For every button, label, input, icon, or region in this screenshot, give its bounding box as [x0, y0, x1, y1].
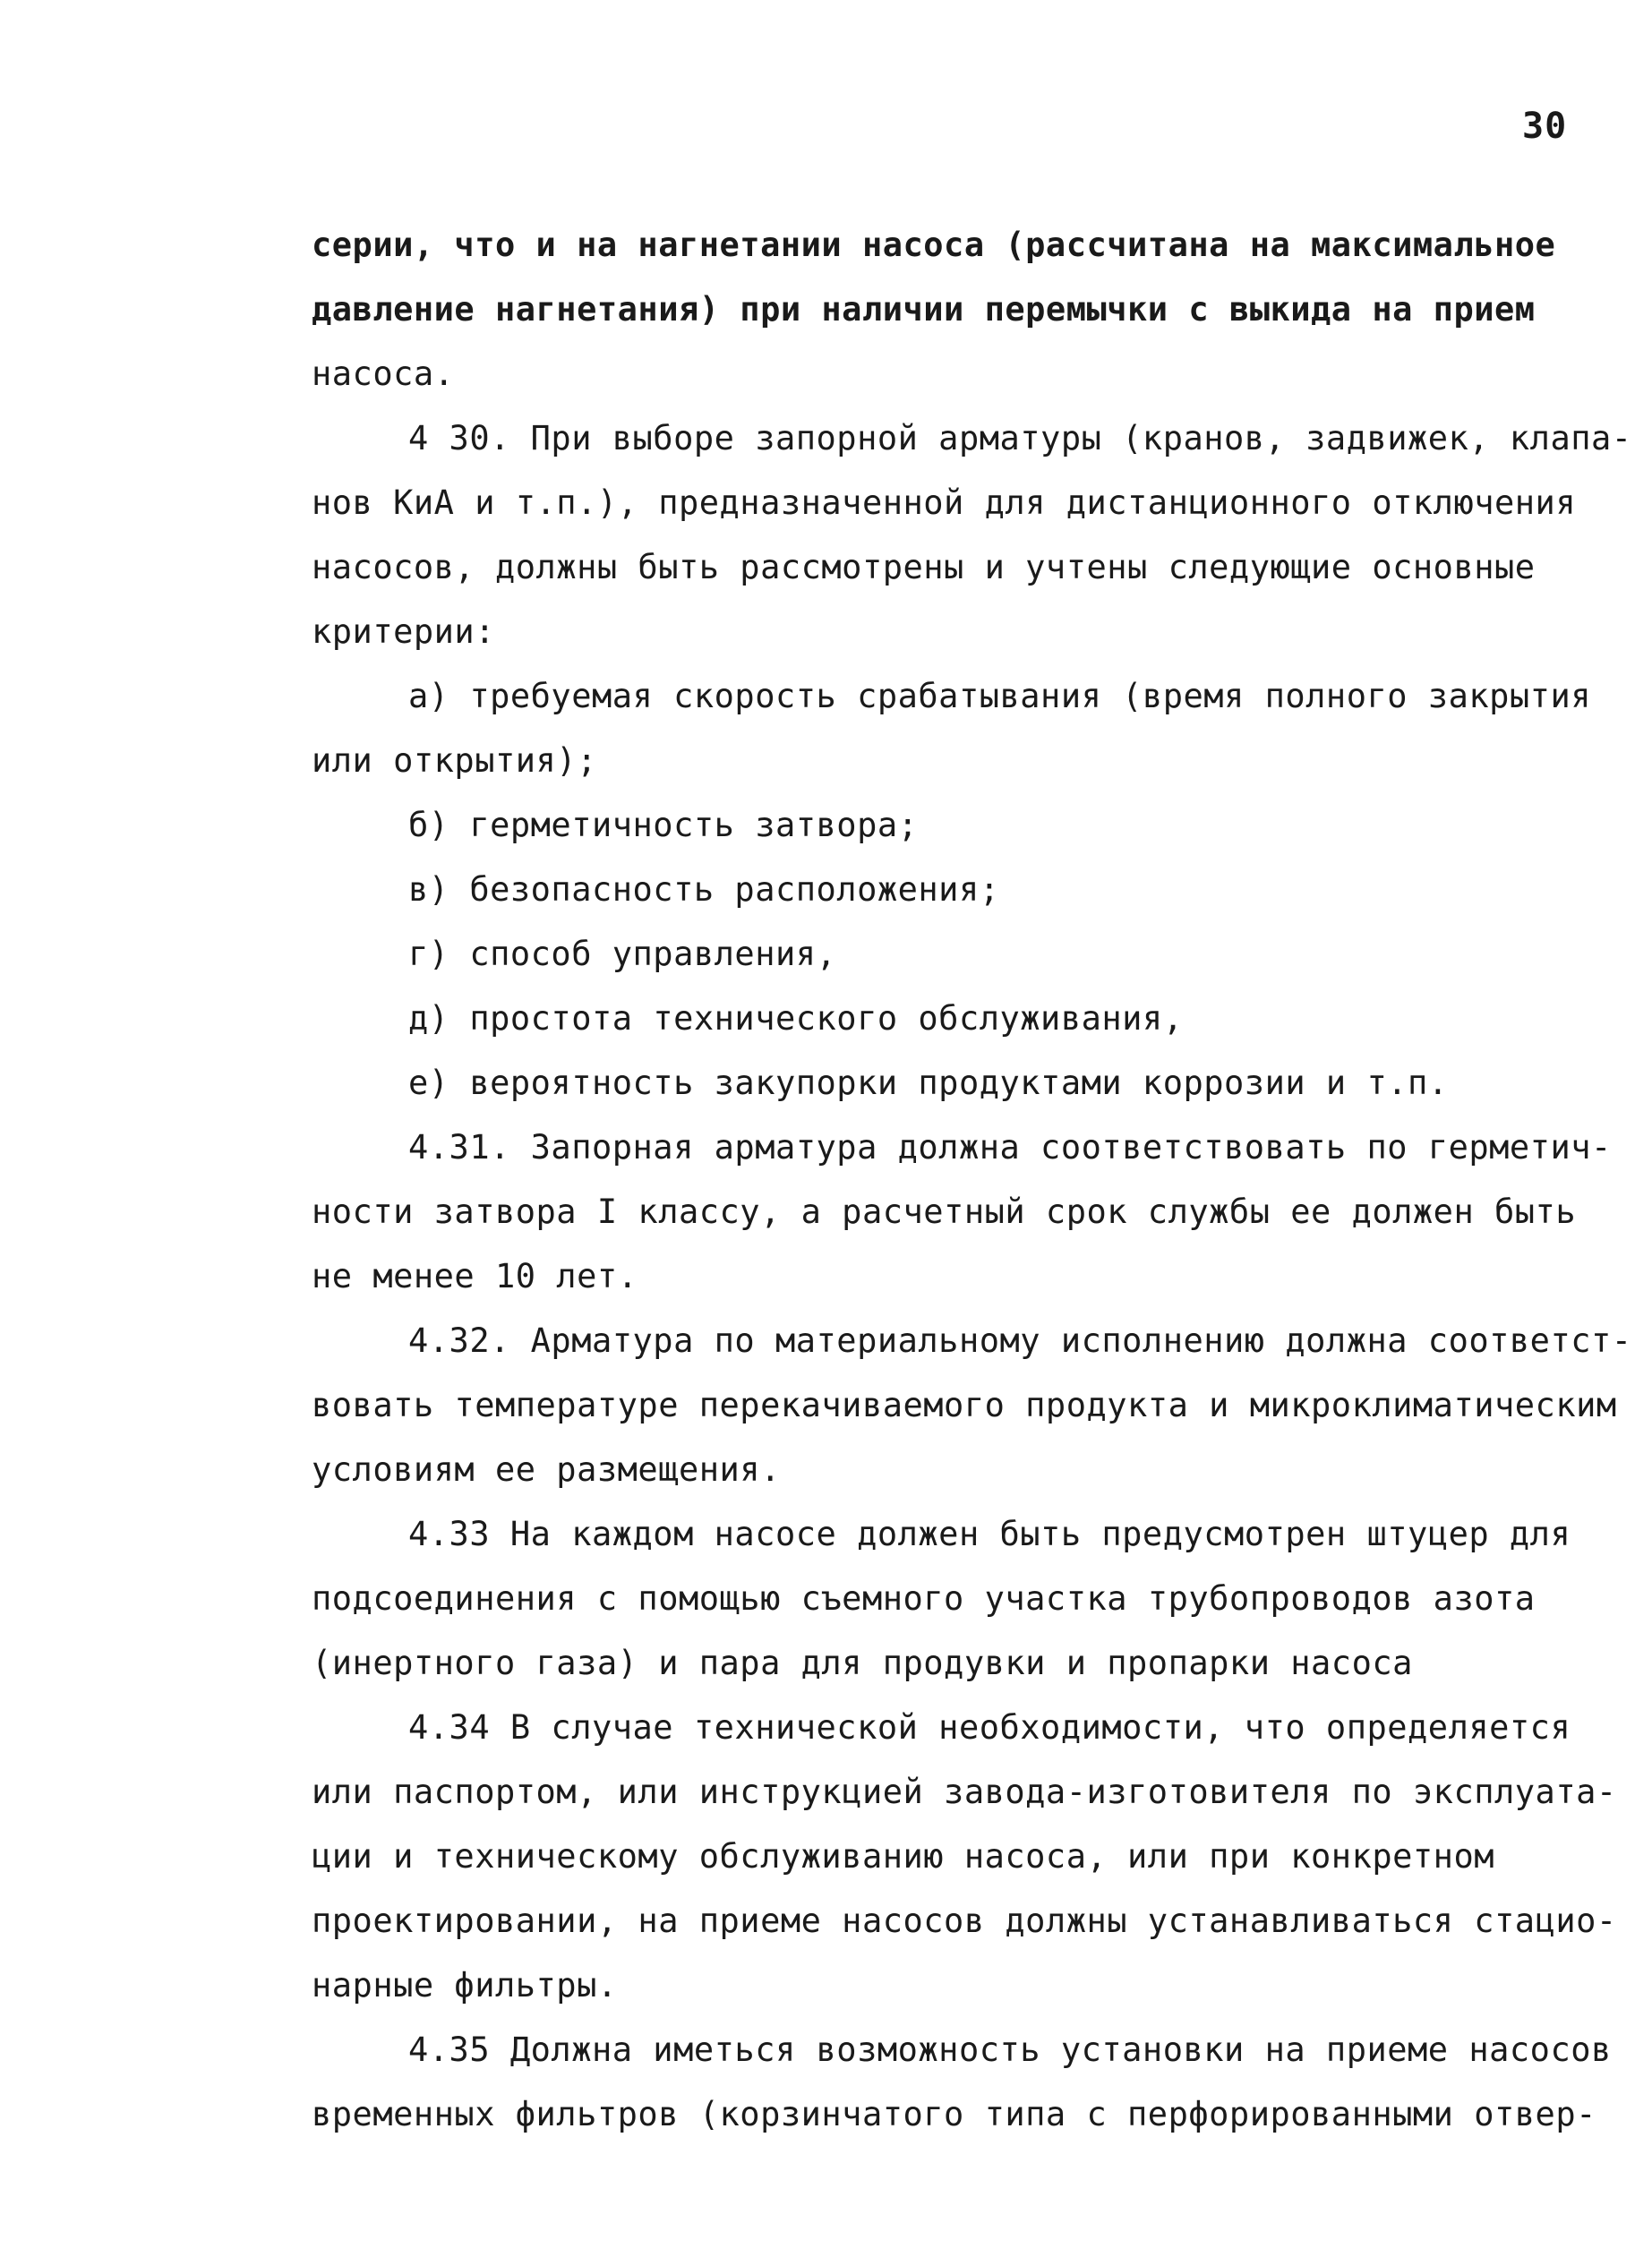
text-line: проектировании, на приеме насосов должны устанавливаться стацио- [312, 1902, 1617, 1940]
list-item-a: а) требуемая скорость срабатывания (время полного закрытия [408, 677, 1592, 715]
paragraph-4-33: 4.33 На каждом насосе должен быть предусмотрен штуцер для [408, 1515, 1571, 1553]
text-line: условиям ее размещения. [312, 1450, 781, 1489]
text-line: насосов, должны быть рассмотрены и учтены следующие основные [312, 548, 1536, 586]
list-item-e: е) вероятность закупорки продуктами коррозии и т.п. [408, 1064, 1449, 1102]
text-line: серии, что и на нагнетании насоса (рассчитана на максимальное [312, 226, 1556, 264]
text-line: временных фильтров (корзинчатого типа с перфорированными отвер- [312, 2095, 1596, 2133]
list-item-v: в) безопасность расположения; [408, 870, 1000, 909]
text-line: нов КиА и т.п.), предназначенной для дистанционного отключения [312, 483, 1577, 522]
list-item-b: б) герметичность затвора; [408, 806, 919, 844]
page-number: 30 [1522, 106, 1568, 147]
text-line: или открытия); [312, 741, 597, 780]
text-line: давление нагнетания) при наличии перемычки с выкида на прием [312, 290, 1536, 329]
paragraph-4-34: 4.34 В случае технической необходимости, что определяется [408, 1708, 1571, 1747]
list-item-g: г) способ управления, [408, 935, 837, 973]
paragraph-4-30: 4 30. При выборе запорной арматуры (кранов, задвижек, клапа- [408, 419, 1632, 457]
text-line: нарные фильтры. [312, 1966, 618, 2005]
paragraph-4-35: 4.35 Должна иметься возможность установки на приеме насосов [408, 2030, 1612, 2069]
text-line: ции и техническому обслуживанию насоса, или при конкретном [312, 1837, 1495, 1876]
list-item-d: д) простота технического обслуживания, [408, 999, 1184, 1038]
text-line: подсоединения с помощью съемного участка трубопроводов азота [312, 1579, 1536, 1618]
text-line: или паспортом, или инструкцией завода-изготовителя по эксплуата- [312, 1773, 1617, 1811]
document-body [312, 213, 1632, 2147]
text-line: критерии: [312, 612, 495, 651]
text-line: (инертного газа) и пара для продувки и пропарки насоса [312, 1644, 1413, 1682]
paragraph-4-32: 4.32. Арматура по материальному исполнению должна соответст- [408, 1321, 1632, 1360]
paragraph-4-31: 4.31. Запорная арматура должна соответствовать по герметич- [408, 1128, 1612, 1167]
text-line: не менее 10 лет. [312, 1257, 638, 1295]
text-line: вовать температуре перекачиваемого продукта и микроклиматическим [312, 1386, 1617, 1424]
text-line: насоса. [312, 355, 455, 393]
text-line: ности затвора I классу, а расчетный срок службы ее должен быть [312, 1193, 1577, 1231]
